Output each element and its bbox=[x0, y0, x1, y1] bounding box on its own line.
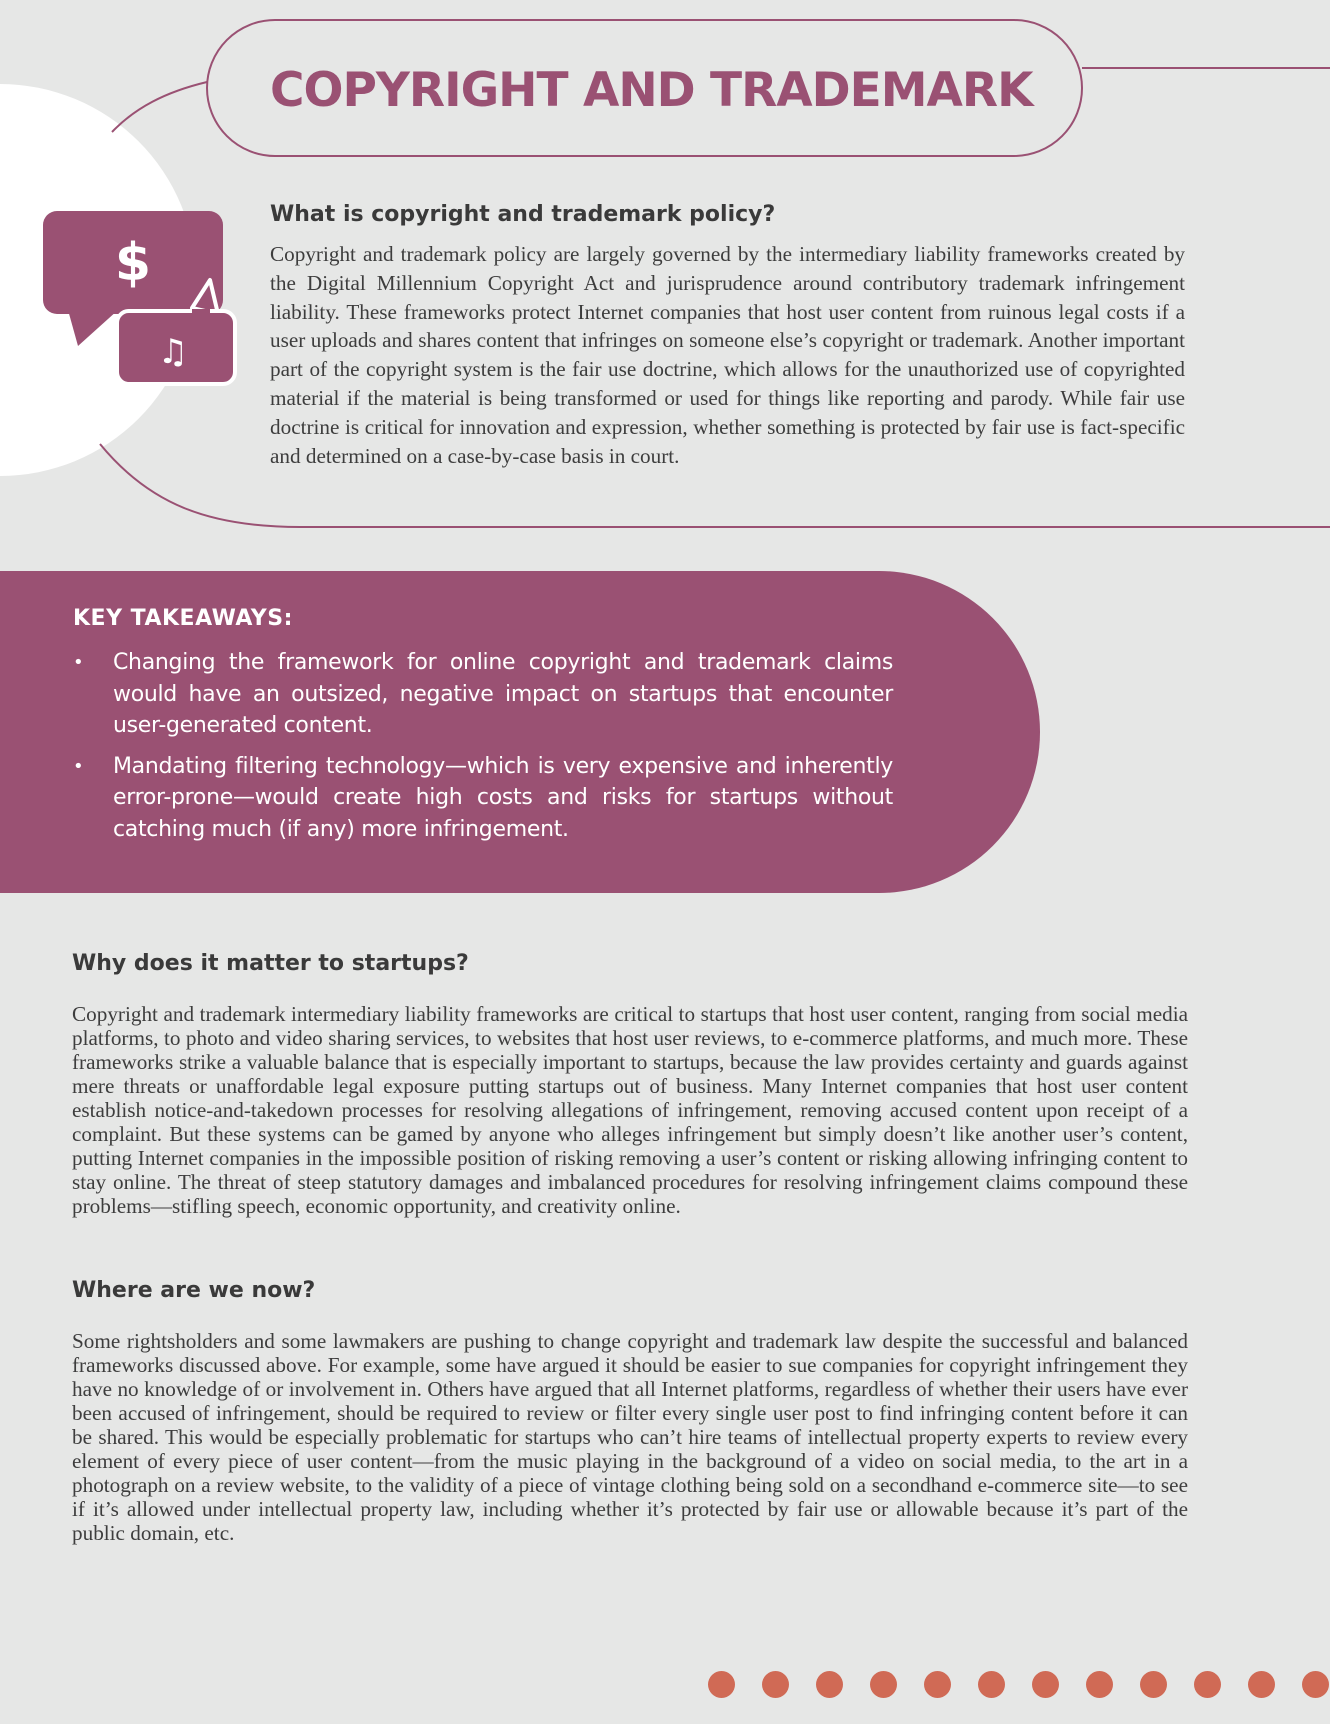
bullet-marker: • bbox=[73, 755, 84, 777]
footer-dot-row bbox=[708, 1671, 1329, 1698]
dollar-glyph: $ bbox=[114, 233, 152, 293]
list-item bbox=[73, 647, 893, 742]
footer-dot bbox=[1248, 1671, 1275, 1698]
why-paragraph: Copyright and trademark intermediary liability frameworks are critical to startups that host user content, ranging from social media platforms, to photo and video sharing services, to websites that host user reviews, to e-commerce platforms, and much more. These frameworks strike a valuable balance that is especially important to startups, because the law provides certainty and guards against mere threats or unaffordable legal exposure putting startups out of business. Many Internet companies that host user content establish notice-and-takedown processes for resolving allegations of infringement, removing accused content upon receipt of a complaint. But these systems can be gamed by anyone who alleges infringement but simply doesn’t like another user’s content, putting Internet companies in the impossible position of risking removing a user’s content or risking allowing infringing content to stay online. The threat of steep statutory damages and imbalanced procedures for resolving infringement claims compound these problems—stifling speech, economic opportunity, and creativity online. bbox=[72, 1002, 1188, 1218]
key-takeaways-panel bbox=[0, 571, 1040, 893]
key-takeaways-heading: KEY TAKEAWAYS: bbox=[73, 606, 293, 631]
footer-dot bbox=[762, 1671, 789, 1698]
footer-dot bbox=[1302, 1671, 1329, 1698]
key-takeaways-list bbox=[73, 647, 893, 854]
music-note-glyph: ♫ bbox=[157, 332, 189, 372]
page-title: COPYRIGHT AND TRADEMARK bbox=[270, 63, 1033, 118]
footer-dot bbox=[924, 1671, 951, 1698]
intro-paragraph: Copyright and trademark policy are largely governed by the intermediary liability frameworks created by the Digital Millennium Copyright Act and jurisprudence around contributory trademark infringement liability. These frameworks protect Internet companies that host user content from ruinous legal costs if a user uploads and shares content that infringes on someone else’s copyright or trademark. Another important part of the copyright system is the fair use doctrine, which allows for the unauthorized use of copyrighted material if the material is being transformed or used for things like reporting and parody. While fair use doctrine is critical for innovation and expression, whether something is protected by fair use is fact-specific and determined on a case-by-case basis in court. bbox=[270, 242, 1185, 468]
footer-dot bbox=[1086, 1671, 1113, 1698]
footer-dot bbox=[870, 1671, 897, 1698]
takeaway-text: Changing the framework for online copyright and trademark claims would have an outsized, negative impact on startups that encounter user-generated content. bbox=[113, 650, 893, 738]
footer-dot bbox=[816, 1671, 843, 1698]
why-heading: Why does it matter to startups? bbox=[72, 951, 469, 976]
footer-dot bbox=[1140, 1671, 1167, 1698]
footer-dot bbox=[1194, 1671, 1221, 1698]
footer-dot bbox=[708, 1671, 735, 1698]
footer-dot bbox=[978, 1671, 1005, 1698]
footer-dot bbox=[1032, 1671, 1059, 1698]
intro-heading: What is copyright and trademark policy? bbox=[270, 202, 776, 227]
where-heading: Where are we now? bbox=[72, 1278, 316, 1303]
title-connector-curve bbox=[112, 82, 207, 132]
takeaway-text: Mandating filtering technology—which is very expensive and inherently error-prone—would create high costs and risks for startups without catching much (if any) more infringement. bbox=[113, 753, 893, 842]
copyright-icon-group bbox=[42, 210, 242, 395]
where-paragraph: Some rightsholders and some lawmakers are pushing to change copyright and trademark law despite the successful and balanced frameworks discussed above. For example, some have argued it should be easier to sue companies for copyright infringement they have no knowledge of or involvement in. Others have argued that all Internet platforms, regardless of whether their users have ever been accused of infringement, should be required to review or filter every single user post to find infringing content before it can be shared. This would be especially problematic for startups who can’t hire teams of intellectual property experts to review every element of every piece of user content—from the music playing in the background of a video on social media, to the art in a photograph on a review website, to the validity of a piece of vintage clothing being sold on a secondhand e-commerce site—to see if it’s allowed under intellectual property law, including whether it’s protected by fair use or allowable because it’s part of the public domain, etc. bbox=[72, 1329, 1188, 1545]
bullet-marker: • bbox=[73, 652, 84, 673]
list-item bbox=[73, 751, 893, 846]
